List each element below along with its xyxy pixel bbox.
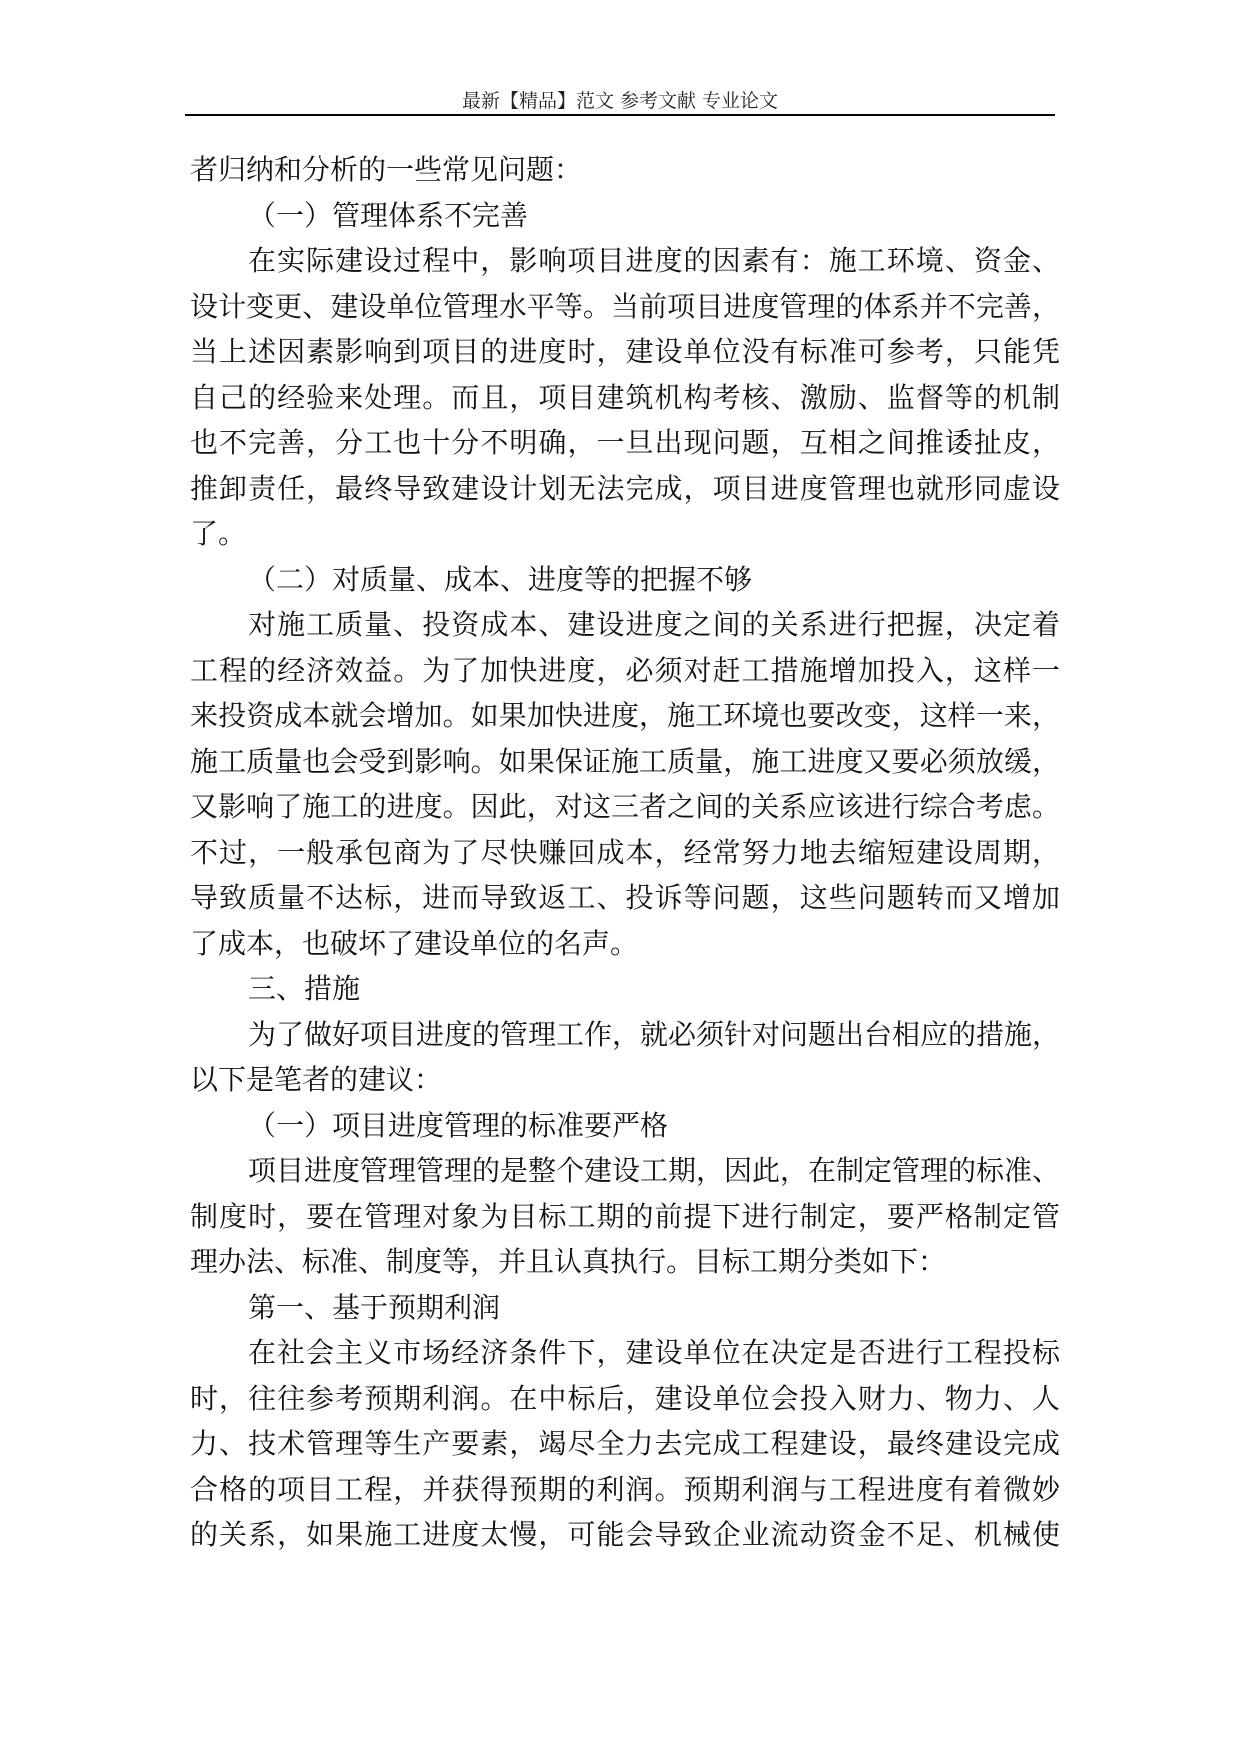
paragraph-line: 对施工质量、投资成本、建设进度之间的关系进行把握，决定着	[248, 608, 1060, 641]
paragraph-line: 在社会主义市场经济条件下，建设单位在决定是否进行工程投标	[248, 1336, 1060, 1369]
section-heading: （二）对质量、成本、进度等的把握不够	[248, 562, 753, 596]
paragraph-line: 施工质量也会受到影响。如果保证施工质量，施工进度又要必须放缓，	[190, 744, 1060, 778]
header-rule	[185, 114, 1055, 116]
section-heading: （一）管理体系不完善	[248, 198, 529, 232]
paragraph-line: 不过，一般承包商为了尽快赚回成本，经常努力地去缩短建设周期，	[190, 835, 1060, 869]
paragraph-line: 设计变更、建设单位管理水平等。当前项目进度管理的体系并不完善，	[190, 289, 1060, 323]
paragraph-line: 的关系，如果施工进度太慢，可能会导致企业流动资金不足、机械使	[190, 1518, 1060, 1551]
paragraph-line: 推卸责任，最终导致建设计划无法完成，项目进度管理也就形同虚设	[190, 471, 1060, 505]
section-heading: （一）项目进度管理的标准要严格	[248, 1108, 669, 1142]
paragraph-line: 又影响了施工的进度。因此，对这三者之间的关系应该进行综合考虑。	[190, 790, 1060, 823]
paragraph-line: 也不完善，分工也十分不明确，一旦出现问题，互相之间推诿扯皮，	[190, 426, 1060, 459]
paragraph-line: 来投资成本就会增加。如果加快进度，施工环境也要改变，这样一来，	[190, 699, 1060, 732]
paragraph-line: 时，往往参考预期利润。在中标后，建设单位会投入财力、物力、人	[190, 1381, 1060, 1415]
paragraph-line: 自己的经验来处理。而且，项目建筑机构考核、激励、监督等的机制	[190, 380, 1060, 414]
paragraph-line: 了成本，也破坏了建设单位的名声。	[190, 926, 639, 960]
paragraph-line: 在实际建设过程中，影响项目进度的因素有：施工环境、资金、	[248, 244, 1060, 277]
paragraph-line: 以下是笔者的建议：	[190, 1063, 443, 1096]
paragraph-line: 制度时，要在管理对象为目标工期的前提下进行制定，要严格制定管	[190, 1199, 1060, 1233]
paragraph-line: 工程的经济效益。为了加快进度，必须对赶工措施增加投入，这样一	[190, 653, 1060, 687]
section-heading: 第一、基于预期利润	[248, 1290, 501, 1324]
paragraph-line: 项目进度管理管理的是整个建设工期，因此，在制定管理的标准、	[248, 1154, 1061, 1187]
page-header: 最新【精品】范文 参考文献 专业论文	[461, 90, 779, 112]
paragraph-line: 合格的项目工程，并获得预期的利润。预期利润与工程进度有着微妙	[190, 1472, 1060, 1506]
paragraph-line: 者归纳和分析的一些常见问题：	[190, 153, 583, 186]
document-body	[190, 147, 1060, 1558]
paragraph-line: 导致质量不达标，进而导致返工、投诉等问题，这些问题转而又增加	[190, 881, 1060, 914]
section-heading: 三、措施	[248, 972, 361, 1005]
paragraph-line: 力、技术管理等生产要素，竭尽全力去完成工程建设，最终建设完成	[190, 1427, 1060, 1460]
paragraph-line: 了。	[190, 517, 247, 550]
paragraph-line: 理办法、标准、制度等，并且认真执行。目标工期分类如下：	[190, 1245, 947, 1278]
paragraph-line: 为了做好项目进度的管理工作，就必须针对问题出台相应的措施，	[248, 1017, 1061, 1051]
paragraph-line: 当上述因素影响到项目的进度时，建设单位没有标准可参考，只能凭	[190, 335, 1060, 368]
